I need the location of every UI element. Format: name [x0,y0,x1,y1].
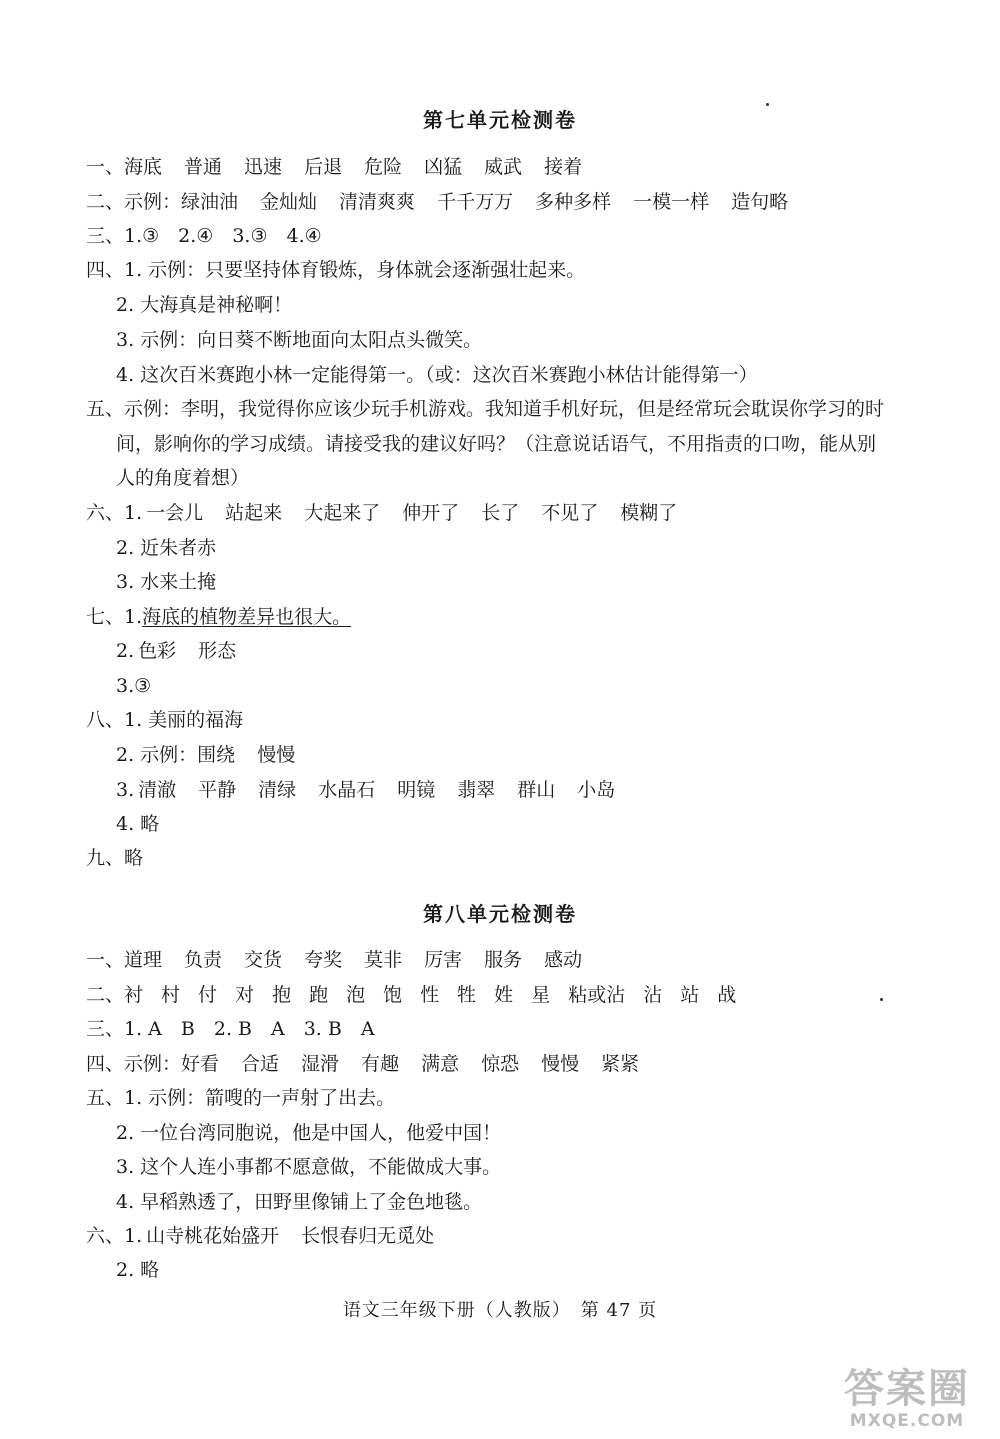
unit7-q9: 九、略 [86,847,144,869]
unit7-title: 第七单元检测卷 [423,108,577,132]
unit7-q5-2: 间，影响你的学习成绩。请接受我的建议好吗？（注意说话语气，不用指责的口吻，能从别 [116,433,877,455]
print-speck [766,103,769,106]
unit8-title: 第八单元检测卷 [423,902,577,926]
unit7-q1: 一、海底 普通 迅速 后退 危险 凶猛 威武 接着 [86,156,583,178]
unit7-q8-4: 4. 略 [116,813,160,835]
unit7-q8-3: 3. 清澈 平静 清绿 水晶石 明镜 翡翠 群山 小岛 [116,779,616,801]
unit8-q2: 二、衬 村 付 对 抱 跑 泡 饱 性 牲 姓 星 粘或沾 沾 站 战 [86,984,737,1006]
unit7-q6-2: 2. 近朱者赤 [116,537,217,559]
unit7-q4-1: 四、1. 示例：只要坚持体育锻炼，身体就会逐渐强壮起来。 [86,259,586,281]
unit7-q4-4: 4. 这次百米赛跑小林一定能得第一。（或：这次百米赛跑小林估计能得第一） [116,364,758,386]
unit8-q3: 三、1. A B 2. B A 3. B A [86,1018,375,1040]
unit7-q5-1: 五、示例：李明，我觉得你应该少玩手机游戏。我知道手机好玩，但是经常玩会耽误你学习的时 [86,398,885,420]
unit7-q4-2: 2. 大海真是神秘啊！ [116,294,293,316]
unit7-q2: 二、示例：绿油油 金灿灿 清清爽爽 千千万万 多种多样 一模一样 造句略 [86,191,789,213]
unit7-q5-3: 人的角度着想） [116,467,250,489]
unit8-q5-1: 五、1. 示例：箭嗖的一声射了出去。 [86,1087,396,1109]
unit8-q5-3: 3. 这个人连小事都不愿意做，不能做成大事。 [116,1156,502,1178]
page-footer: 语文三年级下册（人教版） 第 47 页 [342,1300,658,1321]
unit8-q5-2: 2. 一位台湾同胞说，他是中国人，他爱中国！ [116,1122,502,1144]
unit8-q1: 一、道理 负责 交货 夸奖 莫非 厉害 服务 感动 [86,949,583,971]
print-speck [880,998,883,1001]
unit7-q6-3: 3. 水来土掩 [116,571,217,593]
watermark-url: MXQE.COM [849,1411,965,1431]
unit8-q4: 四、示例：好看 合适 湿滑 有趣 满意 惊恐 慢慢 紧紧 [86,1053,640,1075]
unit8-q5-4: 4. 早稻熟透了，田野里像铺上了金色地毯。 [116,1191,483,1213]
unit7-q7-1: 七、1.海底的植物差异也很大。 [86,606,352,628]
unit7-q7-3: 3.③ [116,675,152,697]
unit8-q6-1: 六、1. 山寺桃花始盛开 长恨春归无觅处 [86,1225,435,1247]
watermark [832,1367,982,1433]
watermark-logo: 答案圈 [844,1366,970,1412]
unit7-q3: 三、1.③ 2.④ 3.③ 4.④ [86,225,322,247]
unit7-q8-1: 八、1. 美丽的福海 [86,709,244,731]
unit7-q8-2: 2. 示例：围绕 慢慢 [116,744,296,766]
unit7-q7-2: 2. 色彩 形态 [116,640,237,662]
unit7-q4-3: 3. 示例：向日葵不断地面向太阳点头微笑。 [116,329,483,351]
unit8-q6-2: 2. 略 [116,1259,160,1281]
unit7-q6-1: 六、1. 一会儿 站起来 大起来了 伸开了 长了 不见了 模糊了 [86,502,678,524]
